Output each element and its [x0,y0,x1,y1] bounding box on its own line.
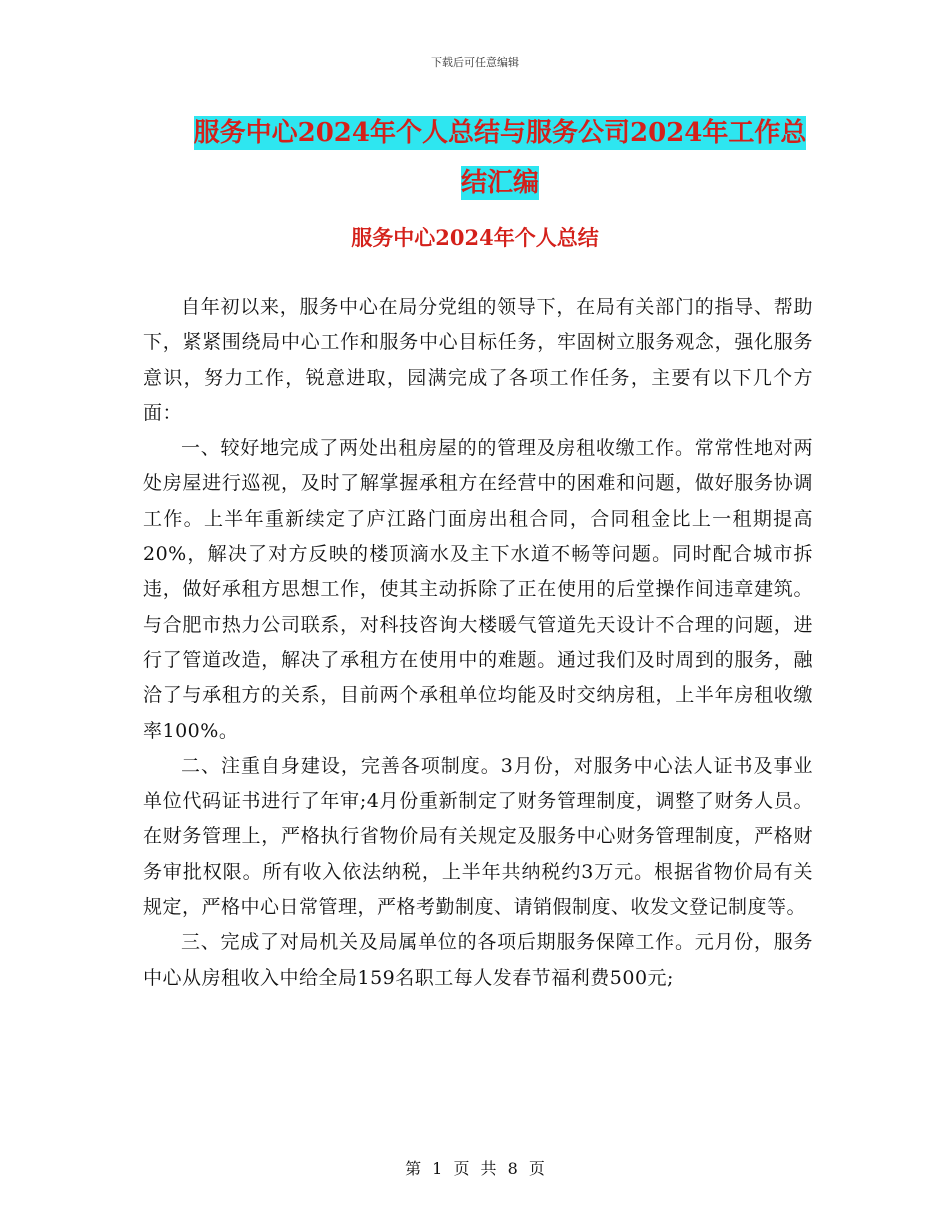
paragraph-item-1: 一、较好地完成了两处出租房屋的的管理及房租收缴工作。常常性地对两处房屋进行巡视，及时了解掌握承租方在经营中的困难和问题，做好服务协调工作。上半年重新续定了庐江路门面房出租合同，合同租金比上一租期提高20%，解决了对方反映的楼顶滴水及主下水道不畅等问题。同时配合城市拆违，做好承租方思想工作，使其主动拆除了正在使用的后堂操作间违章建筑。与合肥市热力公司联系，对科技咨询大楼暖气管道先天设计不合理的问题，进行了管道改造，解决了承租方在使用中的难题。通过我们及时周到的服务，融洽了与承租方的关系，目前两个承租单位均能及时交纳房租，上半年房租收缴率100%。 [143,437,813,742]
document-title-line-2: 结汇编 [460,168,539,198]
section-title: 服务中心2024年个人总结 [351,225,599,250]
document-title-line-1: 服务中心2024年个人总结与服务公司2024年工作总 [193,118,807,148]
paragraph-item-3: 三、完成了对局机关及局属单位的各项后期服务保障工作。元月份，服务中心从房租收入中给全局159名职工每人发春节福利费500元; [143,931,813,989]
body-text [143,290,813,996]
header-note: 下载后可任意编辑 [431,56,519,69]
paragraph-item-2: 二、注重自身建设，完善各项制度。3月份，对服务中心法人证书及事业单位代码证书进行了年审;4月份重新制定了财务管理制度，调整了财务人员。在财务管理上，严格执行省物价局有关规定及服务中心财务管理制度，严格财务审批权限。所有收入依法纳税，上半年共纳税约3万元。根据省物价局有关规定，严格中心日常管理，严格考勤制度、请销假制度、收发文登记制度等。 [143,754,813,919]
paragraph-intro: 自年初以来，服务中心在局分党组的领导下，在局有关部门的指导、帮助下，紧紧围绕局中心工作和服务中心目标任务，牢固树立服务观念，强化服务意识，努力工作，锐意进取，园满完成了各项工作任务，主要有以下几个方面： [143,296,813,424]
page-footer: 第 1 页 共 8 页 [405,1159,545,1178]
document-title [140,108,860,208]
